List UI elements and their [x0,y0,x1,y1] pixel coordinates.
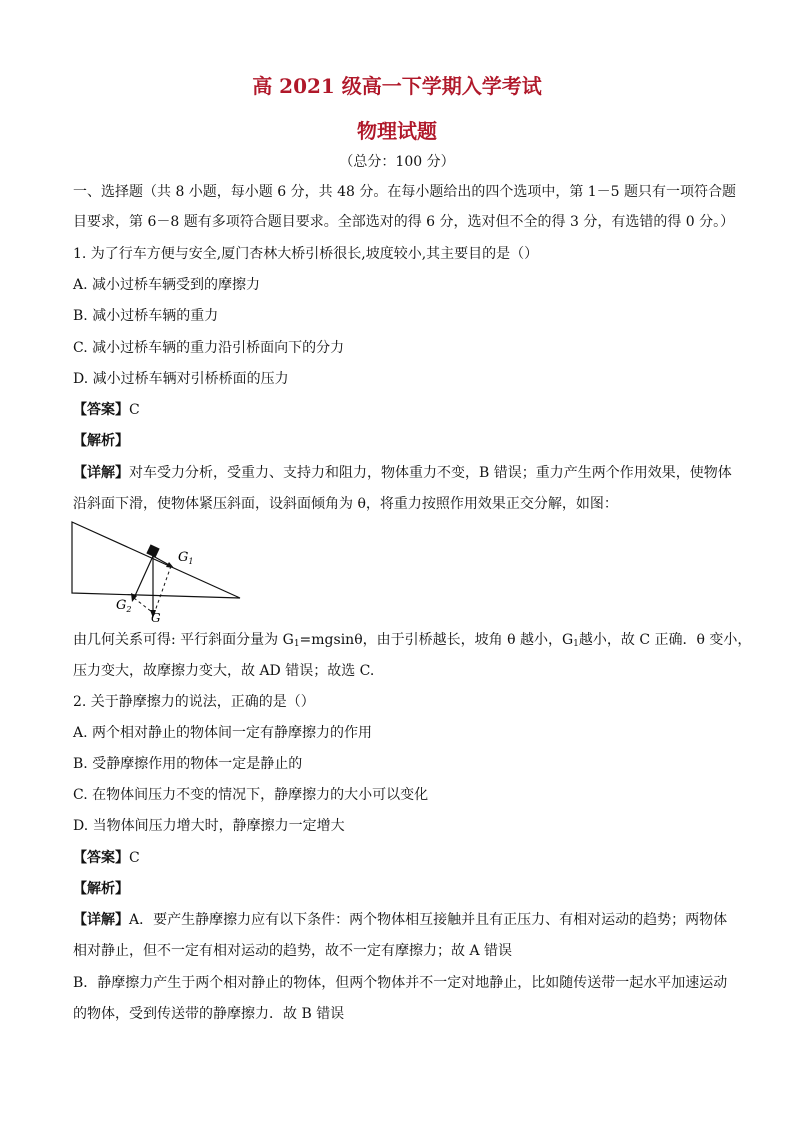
block [146,544,159,557]
q2-option-c: C. 在物体间压力不变的情况下，静摩擦力的大小可以变化 [73,787,429,803]
section-intro-line2: 目要求，第 6－8 题有多项符合题目要求。全部选对的得 6 分，选对但不全的得 3 分，有选错的得 0 分。） [73,214,735,230]
q2-detail-line2: 相对静止，但不一定有相对运动的趋势，故不一定有摩擦力；故 A 错误 [73,943,513,959]
q1-detail-line2: 沿斜面下滑，使物体紧压斜面，设斜面倾角为 θ，将重力按照作用效果正交分解，如图： [73,496,618,512]
q1-detail-line1 [73,463,732,483]
q1-option-a: A. 减小过桥车辆受到的摩擦力 [73,277,261,293]
g2-arrow [134,556,153,598]
conclusion-subscript: 1 [573,639,579,649]
conclusion-text: =mgsinθ，由于引桥越长，坡角 θ 越小，G [299,632,574,648]
q2-detail-line3: B．静摩擦力产生于两个相对静止的物体，但两个物体并不一定对地静止，比如随传送带一起水平加速运动 [73,975,728,991]
q1-answer [73,400,140,420]
g2-label: $G_2$ [116,598,132,614]
q2-detail-line1 [73,910,727,930]
q2-analysis-label: 【解析】 [73,881,129,897]
answer-label: 【答案】 [73,850,129,866]
detail-text: A．要产生静摩擦力应有以下条件：两个物体相互接触并且有正压力、有相对运动的趋势；两物体 [129,912,728,928]
q1-option-d: D. 减小过桥车辆对引桥桥面的压力 [73,371,289,387]
conclusion-subscript: 1 [293,639,300,649]
q2-stem: 2. 关于静摩擦力的说法，正确的是（） [73,694,315,710]
incline-triangle [72,522,240,598]
q2-detail-line4: 的物体，受到传送带的静摩擦力．故 B 错误 [73,1006,345,1022]
q2-option-b: B. 受静摩擦作用的物体一定是静止的 [73,756,303,772]
conclusion-text: 由几何关系可得: 平行斜面分量为 G [73,632,294,648]
g-label: G [151,611,161,624]
detail-label: 【详解】 [73,465,129,481]
q1-analysis-label: 【解析】 [73,433,129,449]
answer-value: C [129,402,140,418]
detail-text: 对车受力分析，受重力、支持力和阻力，物体重力不变，B 错误；重力产生两个作用效果，使物体 [129,465,732,481]
q2-answer [73,848,140,868]
section-intro-line1: 一、选择题（共 8 小题，每小题 6 分，共 48 分。在每小题给出的四个选项中，第 1－5 题只有一项符合题 [73,184,737,200]
detail-label: 【详解】 [73,912,129,928]
answer-label: 【答案】 [73,402,129,418]
exam-title: 高 2021 级高一下学期入学考试 [252,74,542,98]
exam-subtitle: 物理试题 [357,119,437,143]
q1-option-b: B. 减小过桥车辆的重力 [73,308,219,324]
total-score: （总分：100 分） [339,154,455,170]
dashed-parallel-1 [154,566,171,614]
g1-label: $G_1$ [178,550,194,566]
answer-value: C [129,850,140,866]
q1-conclusion-line1 [73,630,751,654]
incline-force-diagram [68,518,248,624]
q1-stem: 1. 为了行车方便与安全,厦门杏林大桥引桥很长,坡度较小,其主要目的是（） [73,246,539,262]
conclusion-text: 越小，故 C 正确．θ 变小， [578,632,752,648]
q1-option-c: C. 减小过桥车辆的重力沿引桥面向下的分力 [73,340,345,356]
q1-conclusion-line2: 压力变大，故摩擦力变大，故 AD 错误；故选 C. [73,663,375,679]
q2-option-d: D. 当物体间压力增大时，静摩擦力一定增大 [73,818,345,834]
dashed-parallel-2 [134,598,152,612]
q2-option-a: A. 两个相对静止的物体间一定有静摩擦力的作用 [73,725,373,741]
